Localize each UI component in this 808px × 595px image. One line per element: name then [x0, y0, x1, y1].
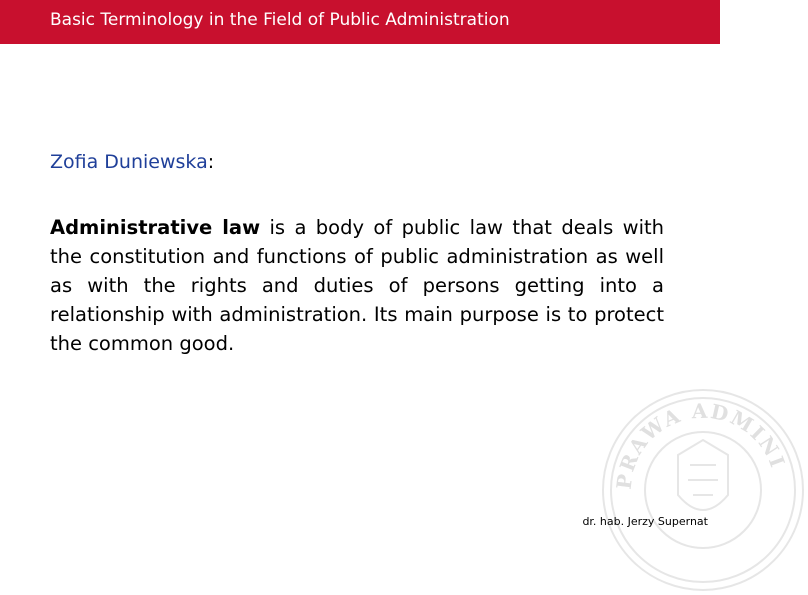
footer-credit: dr. hab. Jerzy Supernat — [582, 515, 708, 528]
author-colon: : — [207, 151, 215, 173]
author-name: Zofia Duniewska — [50, 151, 208, 173]
definition-text: is a body of public law that deals with the constitution and functions of public administration as well as with the rights and duties of persons getting into a relationship with administration. Its main purpose is to protect the common good. — [50, 215, 664, 355]
header-bar — [0, 0, 720, 44]
slide-title: Basic Terminology in the Field of Public Administration — [50, 10, 510, 30]
seal-legend: PRAWA ADMINI — [611, 398, 791, 491]
author-line — [50, 150, 214, 174]
defined-term: Administrative law — [50, 215, 261, 239]
definition-paragraph — [50, 213, 664, 358]
university-seal-watermark — [598, 385, 808, 595]
